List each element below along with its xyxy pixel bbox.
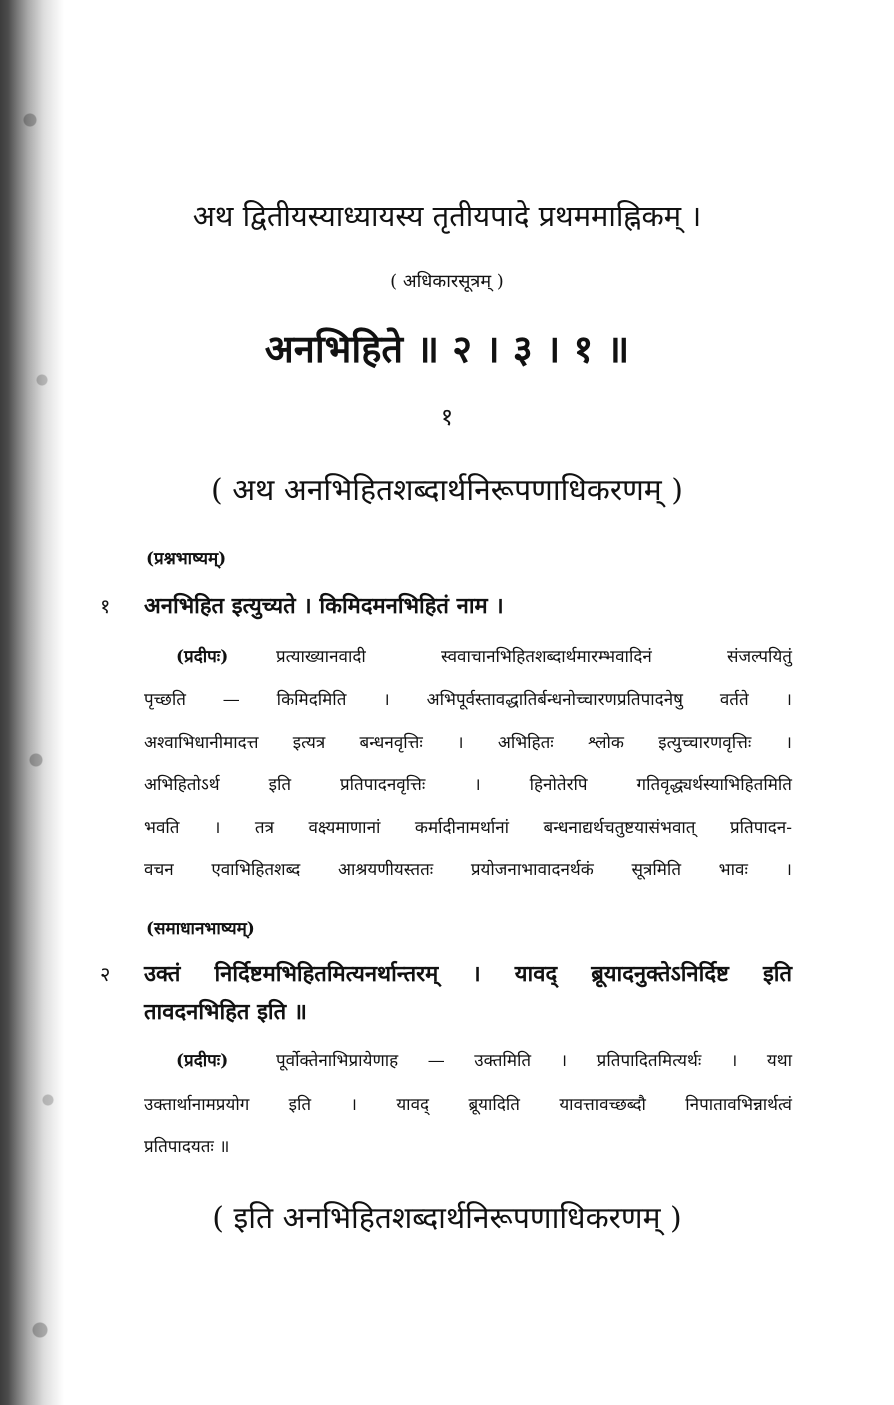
- pradipa2-line: उक्तार्थानामप्रयोग इति । यावद् ब्रूयादिति यावत्तावच्छब्दौ निपातावभिन्नार्थत्वं: [144, 1095, 792, 1115]
- sutra-title: अनभिहिते ॥ २ । ३ । १ ॥: [264, 326, 630, 371]
- sub-heading: ( अधिकारसूत्रम् ): [390, 271, 504, 292]
- prashna-label: (प्रश्नभाष्यम्): [146, 549, 227, 569]
- pradipa1-line: भवति । तत्र वक्ष्यमाणानां कर्मादीनामर्थानां बन्धनाद्यर्थचतुष्टयासंभवात् प्रतिपादन-: [144, 818, 792, 838]
- bhashya-number-2: २: [100, 962, 111, 986]
- pradipa2-line: प्रतिपादयतः ॥: [144, 1137, 230, 1157]
- samadhana-line: तावदनभिहित इति ॥: [144, 999, 307, 1025]
- pradipa1-line: वचन एवाभिहितशब्द आश्रयणीयस्ततः प्रयोजनाभावादनर्थकं सूत्रमिति भावः ।: [144, 860, 792, 880]
- pradipa-label-1: (प्रदीपः): [176, 647, 229, 667]
- pradipa1-line: प्रत्याख्यानवादी स्ववाचानभिहितशब्दार्थमारम्भवादिनं संजल्पयितुं: [276, 647, 792, 667]
- chapter-heading: अथ द्वितीयस्याध्यायस्य तृतीयपादे प्रथममाह्निकम् ।: [192, 199, 702, 233]
- pradipa1-line: अश्वाभिधानीमादत्त इत्यत्र बन्धनवृत्तिः । अभिहितः श्लोक इत्युच्चारणवृत्तिः ।: [144, 733, 792, 753]
- section-number: १: [440, 403, 454, 431]
- samadhana-label: (समाधानभाष्यम्): [146, 919, 255, 939]
- pradipa-label-2: (प्रदीपः): [176, 1051, 229, 1071]
- pradipa1-line: पृच्छति — किमिदमिति । अभिपूर्वस्तावद्धातिर्बन्धनोच्चारणप्रतिपादनेषु वर्तते ।: [144, 690, 792, 710]
- prashna-text: अनभिहित इत्युच्यते । किमिदमनभिहितं नाम ।: [144, 593, 504, 619]
- pradipa2-line: पूर्वोक्तेनाभिप्रायेणाह — उक्तमिति । प्रतिपादितमित्यर्थः । यथा: [276, 1051, 792, 1071]
- bhashya-number-1: १: [100, 594, 111, 618]
- pradipa1-line: अभिहितोऽर्थ इति प्रतिपादनवृत्तिः । हिनोतेरपि गतिवृद्ध्यर्थस्याभिहितमिति: [144, 775, 792, 795]
- closing-title: ( इति अनभिहितशब्दार्थनिरूपणाधिकरणम् ): [212, 1201, 682, 1236]
- adhikarana-title: ( अथ अनभिहितशब्दार्थनिरूपणाधिकरणम् ): [211, 473, 683, 508]
- samadhana-line: उक्तं निर्दिष्टमभिहितमित्यनर्थान्तरम् । यावद् ब्रूयादनुक्तेऽनिर्दिष्ट इति: [144, 961, 792, 987]
